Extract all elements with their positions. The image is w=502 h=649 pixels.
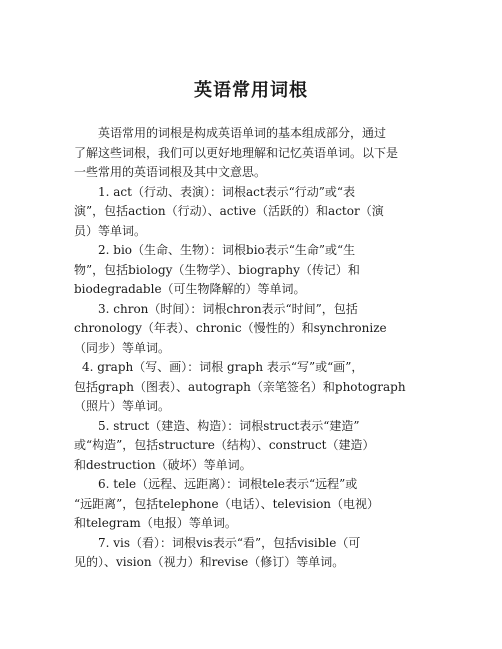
root-graph-paragraph <box>74 358 430 417</box>
paragraph-line: 物”，包括biology（生物学）、biography（传记）和 <box>74 262 360 277</box>
paragraph-line: 见的）、vision（视力）和revise（修订）等单词。 <box>74 555 345 569</box>
paragraph-line: 或“构造”，包括structure（结构）、construct（建造） <box>74 438 375 452</box>
paragraph-line: 和telegram（电报）等单词。 <box>74 516 237 530</box>
intro-paragraph <box>74 124 430 183</box>
paragraph-line: 2. bio（生命、生物）：词根bio表示“生命”或“生 <box>98 243 356 257</box>
paragraph-line: 4. graph（写、画）：词根 graph 表示“写”或“画”， <box>82 360 364 374</box>
paragraph-line: 1. act（行动、表演）：词根act表示“行动”或“表 <box>98 184 356 199</box>
paragraph-line: chronology（年表）、chronic（慢性的）和synchronize <box>74 321 387 335</box>
paragraph-line: 演”，包括action（行动）、active（活跃的）和actor（演 <box>74 204 384 218</box>
paragraph-line: biodegradable（可生物降解的）等单词。 <box>74 282 306 296</box>
paragraph-line: 和destruction（破坏）等单词。 <box>74 457 252 472</box>
root-vis-paragraph <box>74 534 430 573</box>
paragraph-line: （照片）等单词。 <box>74 399 171 413</box>
root-tele-paragraph <box>74 475 430 534</box>
root-chron-paragraph <box>74 300 430 359</box>
paragraph-line: 5. struct（建造、构造）：词根struct表示“建造” <box>98 418 360 433</box>
paragraph-line: 英语常用的词根是构成英语单词的基本组成部分，通过 <box>98 126 387 140</box>
document-body <box>74 124 430 573</box>
paragraph-line: 了解这些词根，我们可以更好地理解和记忆英语单词。以下是 <box>74 145 399 160</box>
document-title: 英语常用词根 <box>194 80 308 101</box>
root-struct-paragraph <box>74 417 430 476</box>
paragraph-line: 包括graph（图表）、autograph（亲笔签名）和photograph <box>74 379 406 394</box>
paragraph-line: 6. tele（远程、远距离）：词根tele表示“远程”或 <box>98 477 358 491</box>
paragraph-line: “远距离”，包括telephone（电话）、television（电视） <box>74 496 380 511</box>
root-bio-paragraph <box>74 241 430 300</box>
paragraph-line: 7. vis（看）：词根vis表示“看”，包括visible（可 <box>98 535 361 550</box>
root-act-paragraph <box>74 183 430 242</box>
paragraph-line: 员）等单词。 <box>74 223 147 238</box>
paragraph-line: 一些常用的英语词根及其中文意思。 <box>74 165 267 179</box>
paragraph-line: 3. chron（时间）：词根chron表示“时间”，包括 <box>98 301 358 316</box>
paragraph-line: （同步）等单词。 <box>74 340 171 355</box>
